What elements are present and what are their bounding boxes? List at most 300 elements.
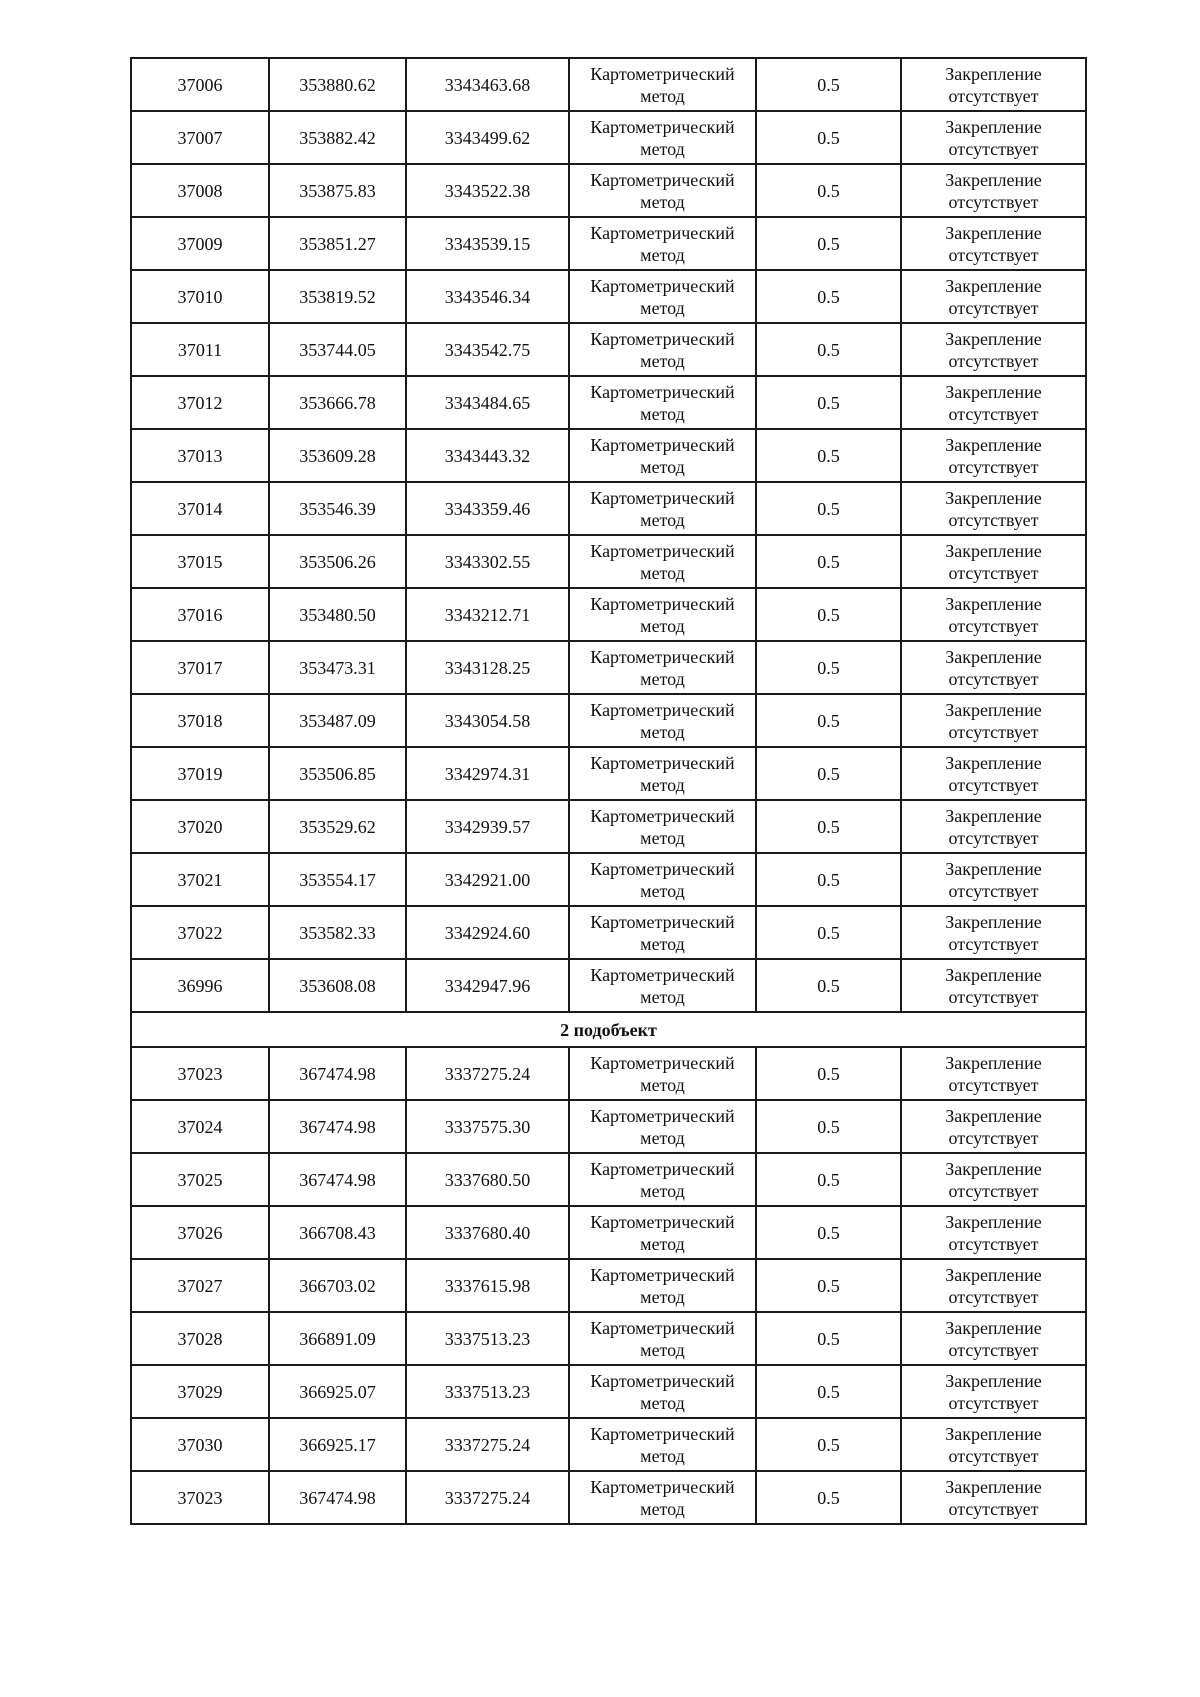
precision-cell-text: 0.5 [817, 1487, 840, 1508]
method-cell-text: метод [640, 403, 685, 424]
precision-cell [756, 217, 901, 270]
y-coordinate-cell [406, 323, 569, 376]
section-label [131, 1012, 1086, 1047]
method-cell [569, 1153, 756, 1206]
fixation-cell-text: отсутствует [948, 1445, 1039, 1466]
y-coordinate-cell [406, 429, 569, 482]
x-coordinate-cell [269, 429, 406, 482]
x-coordinate-cell [269, 164, 406, 217]
x-coordinate-cell-text: 353609.28 [299, 445, 376, 466]
y-coordinate-cell [406, 164, 569, 217]
precision-cell-text: 0.5 [817, 604, 840, 625]
y-coordinate-cell [406, 853, 569, 906]
precision-cell-text: 0.5 [817, 551, 840, 572]
x-coordinate-cell-text: 353875.83 [299, 180, 376, 201]
table-row [131, 1312, 1086, 1365]
fixation-cell-text: отсутствует [948, 562, 1039, 583]
x-coordinate-cell-text: 353744.05 [299, 339, 376, 360]
x-coordinate-cell-text: 366891.09 [299, 1328, 376, 1349]
precision-cell [756, 58, 901, 111]
y-coordinate-cell [406, 747, 569, 800]
method-cell [569, 1100, 756, 1153]
fixation-cell [901, 535, 1086, 588]
precision-cell [756, 164, 901, 217]
precision-cell-text: 0.5 [817, 922, 840, 943]
y-coordinate-cell [406, 1312, 569, 1365]
x-coordinate-cell-text: 353529.62 [299, 816, 376, 837]
method-cell-text: метод [640, 1445, 685, 1466]
table-row [131, 641, 1086, 694]
precision-cell [756, 1206, 901, 1259]
point-number-cell-text: 37024 [177, 1116, 223, 1137]
fixation-cell [901, 800, 1086, 853]
precision-cell [756, 1418, 901, 1471]
method-cell [569, 482, 756, 535]
x-coordinate-cell [269, 1312, 406, 1365]
point-number-cell-text: 37027 [177, 1275, 223, 1296]
table-row [131, 1259, 1086, 1312]
y-coordinate-cell [406, 694, 569, 747]
method-cell-text: Картометрический [590, 381, 735, 402]
fixation-cell-text: отсутствует [948, 1074, 1039, 1095]
method-cell [569, 535, 756, 588]
x-coordinate-cell [269, 535, 406, 588]
method-cell-text: метод [640, 1392, 685, 1413]
y-coordinate-cell-text: 3337513.23 [444, 1381, 531, 1402]
point-number-cell-text: 37013 [177, 445, 223, 466]
precision-cell [756, 694, 901, 747]
fixation-cell-text: отсутствует [948, 668, 1039, 689]
fixation-cell-text: отсутствует [948, 350, 1039, 371]
precision-cell [756, 588, 901, 641]
precision-cell [756, 1100, 901, 1153]
method-cell [569, 1312, 756, 1365]
method-cell-text: метод [640, 933, 685, 954]
method-cell-text: метод [640, 138, 685, 159]
point-number-cell [131, 535, 269, 588]
fixation-cell [901, 323, 1086, 376]
fixation-cell-text: Закрепление [945, 1105, 1042, 1126]
method-cell [569, 1206, 756, 1259]
y-coordinate-cell-text: 3337680.50 [444, 1169, 531, 1190]
point-number-cell-text: 37012 [177, 392, 223, 413]
method-cell-text: метод [640, 244, 685, 265]
method-cell-text: метод [640, 350, 685, 371]
precision-cell-text: 0.5 [817, 1063, 840, 1084]
point-number-cell [131, 111, 269, 164]
fixation-cell [901, 1312, 1086, 1365]
method-cell [569, 164, 756, 217]
point-number-cell-text: 37020 [177, 816, 223, 837]
x-coordinate-cell-text: 353554.17 [299, 869, 376, 890]
x-coordinate-cell [269, 694, 406, 747]
point-number-cell-text: 37006 [177, 74, 223, 95]
method-cell-text: метод [640, 880, 685, 901]
method-cell [569, 1471, 756, 1524]
table-row [131, 1365, 1086, 1418]
precision-cell-text: 0.5 [817, 498, 840, 519]
x-coordinate-cell [269, 800, 406, 853]
fixation-cell-text: отсутствует [948, 933, 1039, 954]
x-coordinate-cell [269, 1471, 406, 1524]
point-number-cell-text: 37023 [177, 1063, 223, 1084]
y-coordinate-cell-text: 3343302.55 [444, 551, 531, 572]
table-row [131, 588, 1086, 641]
precision-cell [756, 800, 901, 853]
method-cell-text: метод [640, 1339, 685, 1360]
fixation-cell-text: отсутствует [948, 456, 1039, 477]
point-number-cell-text: 37026 [177, 1222, 223, 1243]
fixation-cell-text: отсутствует [948, 1233, 1039, 1254]
fixation-cell-text: Закрепление [945, 434, 1042, 455]
precision-cell-text: 0.5 [817, 816, 840, 837]
fixation-cell-text: Закрепление [945, 222, 1042, 243]
table-row [131, 1418, 1086, 1471]
x-coordinate-cell-text: 353851.27 [299, 233, 376, 254]
y-coordinate-cell-text: 3337680.40 [444, 1222, 531, 1243]
y-coordinate-cell-text: 3343539.15 [444, 233, 531, 254]
method-cell-text: Картометрический [590, 646, 735, 667]
point-number-cell [131, 1418, 269, 1471]
y-coordinate-cell [406, 217, 569, 270]
point-number-cell [131, 800, 269, 853]
fixation-cell-text: Закрепление [945, 1211, 1042, 1232]
x-coordinate-cell [269, 1153, 406, 1206]
precision-cell-text: 0.5 [817, 339, 840, 360]
x-coordinate-cell-text: 353546.39 [299, 498, 376, 519]
point-number-cell [131, 1365, 269, 1418]
point-number-cell-text: 37029 [177, 1381, 223, 1402]
x-coordinate-cell-text: 353882.42 [299, 127, 376, 148]
method-cell-text: Картометрический [590, 1370, 735, 1391]
table-row [131, 58, 1086, 111]
fixation-cell [901, 164, 1086, 217]
x-coordinate-cell [269, 959, 406, 1012]
table-row [131, 1047, 1086, 1100]
x-coordinate-cell-text: 353608.08 [299, 975, 376, 996]
y-coordinate-cell [406, 376, 569, 429]
y-coordinate-cell-text: 3337513.23 [444, 1328, 531, 1349]
method-cell-text: Картометрический [590, 1423, 735, 1444]
y-coordinate-cell-text: 3343484.65 [444, 392, 531, 413]
fixation-cell-text: отсутствует [948, 721, 1039, 742]
fixation-cell [901, 1418, 1086, 1471]
point-number-cell [131, 164, 269, 217]
method-cell [569, 588, 756, 641]
y-coordinate-cell-text: 3343522.38 [444, 180, 531, 201]
method-cell [569, 1259, 756, 1312]
fixation-cell-text: отсутствует [948, 1286, 1039, 1307]
table-row [131, 1100, 1086, 1153]
table-row [131, 164, 1086, 217]
x-coordinate-cell-text: 367474.98 [299, 1169, 376, 1190]
x-coordinate-cell-text: 367474.98 [299, 1063, 376, 1084]
method-cell [569, 323, 756, 376]
x-coordinate-cell-text: 353666.78 [299, 392, 376, 413]
table-row [131, 853, 1086, 906]
y-coordinate-cell-text: 3342924.60 [444, 922, 531, 943]
precision-cell-text: 0.5 [817, 763, 840, 784]
y-coordinate-cell [406, 959, 569, 1012]
point-number-cell [131, 58, 269, 111]
fixation-cell-text: отсутствует [948, 509, 1039, 530]
precision-cell-text: 0.5 [817, 710, 840, 731]
point-number-cell-text: 37017 [177, 657, 223, 678]
point-number-cell-text: 37030 [177, 1434, 223, 1455]
y-coordinate-cell [406, 588, 569, 641]
y-coordinate-cell [406, 270, 569, 323]
fixation-cell [901, 1047, 1086, 1100]
fixation-cell-text: отсутствует [948, 774, 1039, 795]
method-cell [569, 1365, 756, 1418]
precision-cell [756, 429, 901, 482]
coordinates-table [130, 57, 1087, 1525]
x-coordinate-cell-text: 353480.50 [299, 604, 376, 625]
precision-cell-text: 0.5 [817, 286, 840, 307]
point-number-cell [131, 1047, 269, 1100]
precision-cell-text: 0.5 [817, 1381, 840, 1402]
method-cell-text: Картометрический [590, 1105, 735, 1126]
point-number-cell [131, 694, 269, 747]
y-coordinate-cell-text: 3343542.75 [444, 339, 531, 360]
fixation-cell-text: отсутствует [948, 1392, 1039, 1413]
point-number-cell [131, 1259, 269, 1312]
method-cell-text: метод [640, 668, 685, 689]
section-header-row [131, 1012, 1086, 1047]
y-coordinate-cell [406, 1418, 569, 1471]
y-coordinate-cell-text: 3343546.34 [444, 286, 531, 307]
fixation-cell [901, 1259, 1086, 1312]
precision-cell-text: 0.5 [817, 180, 840, 201]
method-cell [569, 1418, 756, 1471]
precision-cell-text: 0.5 [817, 74, 840, 95]
x-coordinate-cell [269, 1100, 406, 1153]
fixation-cell-text: Закрепление [945, 911, 1042, 932]
x-coordinate-cell [269, 111, 406, 164]
method-cell [569, 429, 756, 482]
point-number-cell [131, 1471, 269, 1524]
point-number-cell [131, 376, 269, 429]
fixation-cell [901, 1153, 1086, 1206]
method-cell-text: метод [640, 1286, 685, 1307]
point-number-cell-text: 37025 [177, 1169, 223, 1190]
x-coordinate-cell [269, 1206, 406, 1259]
x-coordinate-cell-text: 366708.43 [299, 1222, 376, 1243]
precision-cell [756, 270, 901, 323]
x-coordinate-cell [269, 588, 406, 641]
fixation-cell-text: Закрепление [945, 752, 1042, 773]
x-coordinate-cell-text: 366925.07 [299, 1381, 376, 1402]
point-number-cell [131, 1312, 269, 1365]
y-coordinate-cell [406, 111, 569, 164]
method-cell-text: Картометрический [590, 222, 735, 243]
point-number-cell [131, 1206, 269, 1259]
x-coordinate-cell [269, 641, 406, 694]
fixation-cell-text: Закрепление [945, 646, 1042, 667]
method-cell [569, 959, 756, 1012]
method-cell-text: метод [640, 615, 685, 636]
x-coordinate-cell-text: 366925.17 [299, 1434, 376, 1455]
x-coordinate-cell-text: 353506.26 [299, 551, 376, 572]
method-cell-text: метод [640, 986, 685, 1007]
y-coordinate-cell-text: 3342939.57 [444, 816, 531, 837]
x-coordinate-cell [269, 270, 406, 323]
point-number-cell-text: 37011 [177, 339, 223, 360]
x-coordinate-cell-text: 353582.33 [299, 922, 376, 943]
method-cell-text: метод [640, 297, 685, 318]
point-number-cell-text: 37021 [177, 869, 223, 890]
x-coordinate-cell [269, 1365, 406, 1418]
fixation-cell [901, 482, 1086, 535]
precision-cell [756, 376, 901, 429]
point-number-cell-text: 37015 [177, 551, 223, 572]
method-cell [569, 747, 756, 800]
method-cell-text: Картометрический [590, 328, 735, 349]
method-cell [569, 270, 756, 323]
point-number-cell-text: 37019 [177, 763, 223, 784]
y-coordinate-cell-text: 3342974.31 [444, 763, 531, 784]
x-coordinate-cell-text: 353506.85 [299, 763, 376, 784]
table-row [131, 800, 1086, 853]
fixation-cell [901, 694, 1086, 747]
point-number-cell-text: 37016 [177, 604, 223, 625]
point-number-cell [131, 906, 269, 959]
y-coordinate-cell [406, 1206, 569, 1259]
precision-cell [756, 323, 901, 376]
y-coordinate-cell-text: 3343128.25 [444, 657, 531, 678]
method-cell-text: Картометрический [590, 487, 735, 508]
precision-cell [756, 1047, 901, 1100]
method-cell-text: метод [640, 774, 685, 795]
x-coordinate-cell [269, 853, 406, 906]
precision-cell-text: 0.5 [817, 392, 840, 413]
precision-cell [756, 747, 901, 800]
precision-cell [756, 1471, 901, 1524]
y-coordinate-cell-text: 3342947.96 [444, 975, 531, 996]
y-coordinate-cell [406, 1100, 569, 1153]
y-coordinate-cell [406, 1259, 569, 1312]
point-number-cell [131, 641, 269, 694]
x-coordinate-cell [269, 58, 406, 111]
point-number-cell [131, 853, 269, 906]
point-number-cell [131, 588, 269, 641]
precision-cell [756, 1153, 901, 1206]
precision-cell [756, 1312, 901, 1365]
x-coordinate-cell-text: 353487.09 [299, 710, 376, 731]
method-cell-text: Картометрический [590, 805, 735, 826]
x-coordinate-cell [269, 906, 406, 959]
table-row [131, 906, 1086, 959]
x-coordinate-cell-text: 353819.52 [299, 286, 376, 307]
x-coordinate-cell [269, 482, 406, 535]
fixation-cell-text: Закрепление [945, 1476, 1042, 1497]
y-coordinate-cell-text: 3343499.62 [444, 127, 531, 148]
method-cell-text: Картометрический [590, 1264, 735, 1285]
precision-cell-text: 0.5 [817, 127, 840, 148]
method-cell [569, 853, 756, 906]
precision-cell-text: 0.5 [817, 1169, 840, 1190]
fixation-cell [901, 588, 1086, 641]
x-coordinate-cell-text: 366703.02 [299, 1275, 376, 1296]
fixation-cell-text: отсутствует [948, 827, 1039, 848]
y-coordinate-cell [406, 535, 569, 588]
fixation-cell-text: Закрепление [945, 540, 1042, 561]
x-coordinate-cell [269, 376, 406, 429]
method-cell-text: Картометрический [590, 699, 735, 720]
method-cell-text: метод [640, 1127, 685, 1148]
x-coordinate-cell [269, 1259, 406, 1312]
fixation-cell-text: отсутствует [948, 986, 1039, 1007]
method-cell-text: Картометрический [590, 1317, 735, 1338]
method-cell-text: метод [640, 721, 685, 742]
method-cell-text: Картометрический [590, 275, 735, 296]
table-row [131, 535, 1086, 588]
table-row [131, 111, 1086, 164]
x-coordinate-cell-text: 367474.98 [299, 1116, 376, 1137]
y-coordinate-cell [406, 641, 569, 694]
precision-cell-text: 0.5 [817, 233, 840, 254]
y-coordinate-cell [406, 1153, 569, 1206]
x-coordinate-cell [269, 747, 406, 800]
fixation-cell-text: Закрепление [945, 487, 1042, 508]
fixation-cell [901, 217, 1086, 270]
method-cell [569, 1047, 756, 1100]
method-cell-text: Картометрический [590, 169, 735, 190]
precision-cell-text: 0.5 [817, 1275, 840, 1296]
fixation-cell-text: отсутствует [948, 1180, 1039, 1201]
method-cell-text: метод [640, 1233, 685, 1254]
point-number-cell [131, 1153, 269, 1206]
x-coordinate-cell [269, 323, 406, 376]
point-number-cell-text: 37009 [177, 233, 223, 254]
method-cell [569, 694, 756, 747]
fixation-cell [901, 906, 1086, 959]
point-number-cell-text: 37007 [177, 127, 223, 148]
precision-cell-text: 0.5 [817, 1328, 840, 1349]
method-cell [569, 800, 756, 853]
fixation-cell-text: Закрепление [945, 1158, 1042, 1179]
fixation-cell-text: отсутствует [948, 85, 1039, 106]
precision-cell [756, 482, 901, 535]
fixation-cell-text: Закрепление [945, 275, 1042, 296]
fixation-cell-text: отсутствует [948, 1127, 1039, 1148]
fixation-cell-text: Закрепление [945, 805, 1042, 826]
fixation-cell-text: отсутствует [948, 191, 1039, 212]
precision-cell [756, 641, 901, 694]
precision-cell [756, 906, 901, 959]
precision-cell-text: 0.5 [817, 445, 840, 466]
method-cell-text: метод [640, 1074, 685, 1095]
method-cell-text: Картометрический [590, 1052, 735, 1073]
section-label-text: 2 подобъект [560, 1019, 657, 1040]
point-number-cell [131, 747, 269, 800]
fixation-cell-text: отсутствует [948, 138, 1039, 159]
precision-cell [756, 853, 901, 906]
fixation-cell [901, 959, 1086, 1012]
method-cell-text: метод [640, 1498, 685, 1519]
fixation-cell-text: отсутствует [948, 615, 1039, 636]
point-number-cell [131, 429, 269, 482]
fixation-cell-text: отсутствует [948, 244, 1039, 265]
fixation-cell-text: Закрепление [945, 1370, 1042, 1391]
x-coordinate-cell-text: 353473.31 [299, 657, 376, 678]
y-coordinate-cell-text: 3337275.24 [444, 1487, 531, 1508]
point-number-cell [131, 270, 269, 323]
table-row [131, 482, 1086, 535]
fixation-cell-text: Закрепление [945, 169, 1042, 190]
method-cell [569, 641, 756, 694]
x-coordinate-cell [269, 217, 406, 270]
